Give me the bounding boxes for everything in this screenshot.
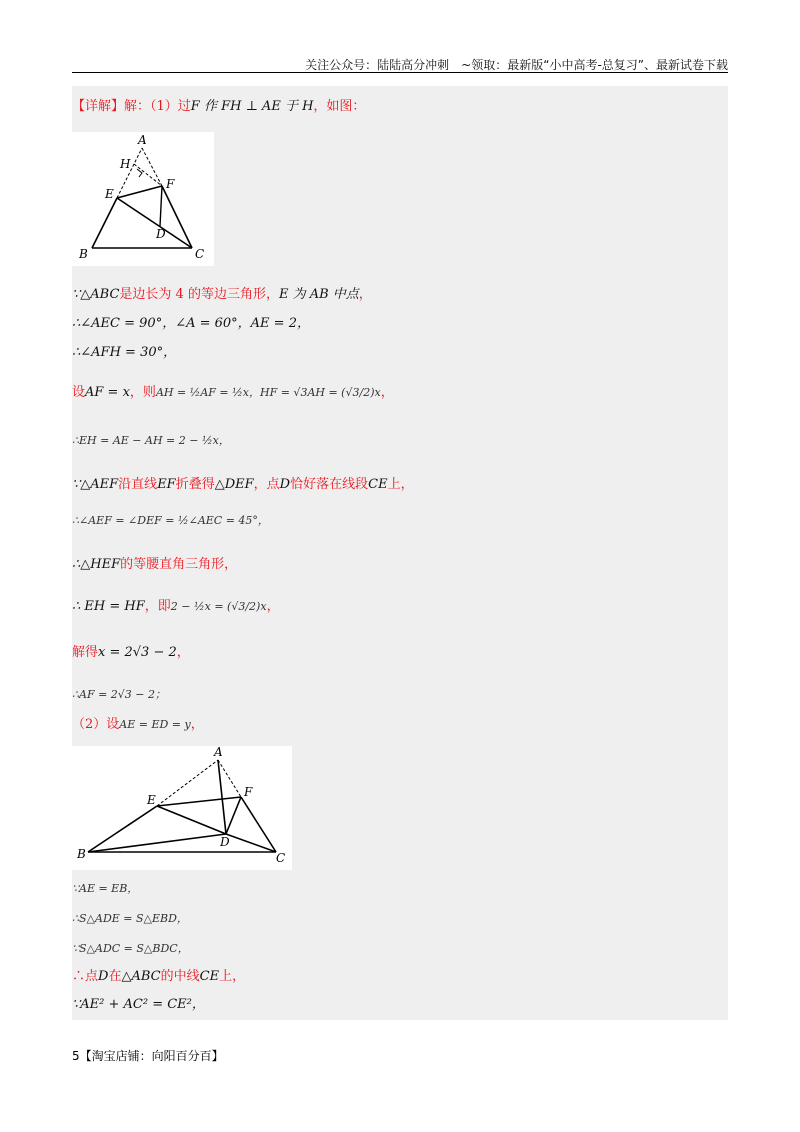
intro-end: ，如图： <box>313 99 366 114</box>
line-16 <box>72 966 245 988</box>
fig2-label-d: D <box>220 835 230 849</box>
line-6-text1: 沿直线 <box>118 477 158 492</box>
line-6-math5: CE <box>368 477 388 492</box>
line-4-label: 设 <box>72 385 86 400</box>
line-9 <box>72 596 280 618</box>
line-17: ∵AE² + AC² = CE²， <box>72 997 205 1012</box>
line-8-text: 的等腰直角三角形， <box>120 557 238 572</box>
figure-1-svg <box>72 132 214 266</box>
intro-text: 解：（1）过 <box>124 99 191 114</box>
header-rule <box>72 72 728 73</box>
solution-intro <box>72 96 365 118</box>
line-6-text3: ，点 <box>253 477 280 492</box>
fig1-label-f: F <box>166 177 175 191</box>
line-7: ∴∠AEF = ∠DEF = ½∠AEC = 45°， <box>72 514 269 527</box>
line-11: ∴AF = 2√3 − 2； <box>72 688 166 701</box>
line-3: ∴∠AFH = 30°， <box>72 345 177 360</box>
line-10 <box>72 642 190 664</box>
line-6-text4: 恰好落在线段 <box>290 477 369 492</box>
line-16-text2: 在 <box>108 969 122 984</box>
line-4 <box>72 382 394 404</box>
line-1-math: ∵△ABC <box>72 287 120 302</box>
intro-math: F 作 FH ⊥ AE 于 H <box>190 99 314 114</box>
line-9-end: ， <box>266 599 280 614</box>
line-14: ∴S△ADE = S△EBD， <box>72 912 188 925</box>
fig1-label-e: E <box>105 187 114 201</box>
line-10-math: x = 2√3 − 2 <box>98 645 177 660</box>
line-8-math: ∴△HEF <box>72 557 121 572</box>
figure-1 <box>72 132 214 266</box>
line-9-math2: 2 − ½x = (√3/2)x <box>170 600 267 613</box>
line-12 <box>72 714 204 736</box>
line-2: ∴∠AEC = 90°，∠A = 60°，AE = 2， <box>72 316 310 331</box>
line-4-text: ，则 <box>129 385 156 400</box>
line-16-text3: 的中线 <box>160 969 200 984</box>
page-header: 关注公众号：陆陆高分冲刺 ~领取：最新版“小中高考-总复习”、最新试卷下载 <box>305 58 728 72</box>
line-16-math3: CE <box>199 969 220 984</box>
solution-content <box>72 86 728 1020</box>
line-5: ∴EH = AE − AH = 2 − ½x， <box>72 434 230 447</box>
fig1-label-h: H <box>120 157 131 171</box>
fig2-label-f: F <box>244 785 253 799</box>
line-6-math2: EF <box>157 477 176 492</box>
line-4-math2: AH = ½AF = ½x，HF = √3AH = (√3/2)x <box>155 386 381 399</box>
line-4-math: AF = x <box>85 385 130 400</box>
line-6-math3: △DEF <box>214 477 254 492</box>
line-1-end: ， <box>358 287 372 302</box>
line-16-text4: 上， <box>219 969 246 984</box>
line-6-text5: 上， <box>387 477 414 492</box>
line-4-end: ， <box>380 385 394 400</box>
line-6-math: ∵△AEF <box>72 477 119 492</box>
fig1-label-b: B <box>79 247 88 261</box>
fig2-label-e: E <box>147 793 156 807</box>
figure-2 <box>72 746 292 870</box>
line-1 <box>72 284 372 306</box>
line-1-text: 是边长为 4 的等边三角形， <box>119 287 279 302</box>
line-10-end: ， <box>176 645 190 660</box>
line-16-text1: ∴点 <box>72 969 99 984</box>
fig1-label-d: D <box>156 227 166 241</box>
figure-2-svg <box>72 746 292 870</box>
detail-tag: 【详解】 <box>72 99 125 114</box>
line-9-text: ，即 <box>144 599 171 614</box>
line-8 <box>72 554 237 576</box>
line-16-math: D <box>98 969 109 984</box>
line-6-math4: D <box>279 477 291 492</box>
fig1-label-a: A <box>138 133 147 147</box>
line-6-text2: 折叠得 <box>175 477 215 492</box>
line-12-end: ， <box>190 717 204 732</box>
line-15: ∵S△ADC = S△BDC， <box>72 942 189 955</box>
page-footer: 5【淘宝店铺：向阳百分百】 <box>72 1049 224 1063</box>
line-10-text: 解得 <box>72 645 99 660</box>
line-6 <box>72 474 414 496</box>
fig2-label-b: B <box>77 847 86 861</box>
fig2-label-a: A <box>214 746 223 759</box>
line-9-math: ∴ EH = HF <box>72 599 145 614</box>
line-12-math: AE = ED = y <box>119 718 191 731</box>
line-16-math2: △ABC <box>121 969 161 984</box>
fig1-label-c: C <box>195 247 205 261</box>
line-1-math2: E 为 AB 中点 <box>278 287 359 302</box>
line-12-text: （2）设 <box>72 717 120 732</box>
line-13: ∵AE = EB， <box>72 882 139 895</box>
fig2-label-c: C <box>276 851 286 865</box>
